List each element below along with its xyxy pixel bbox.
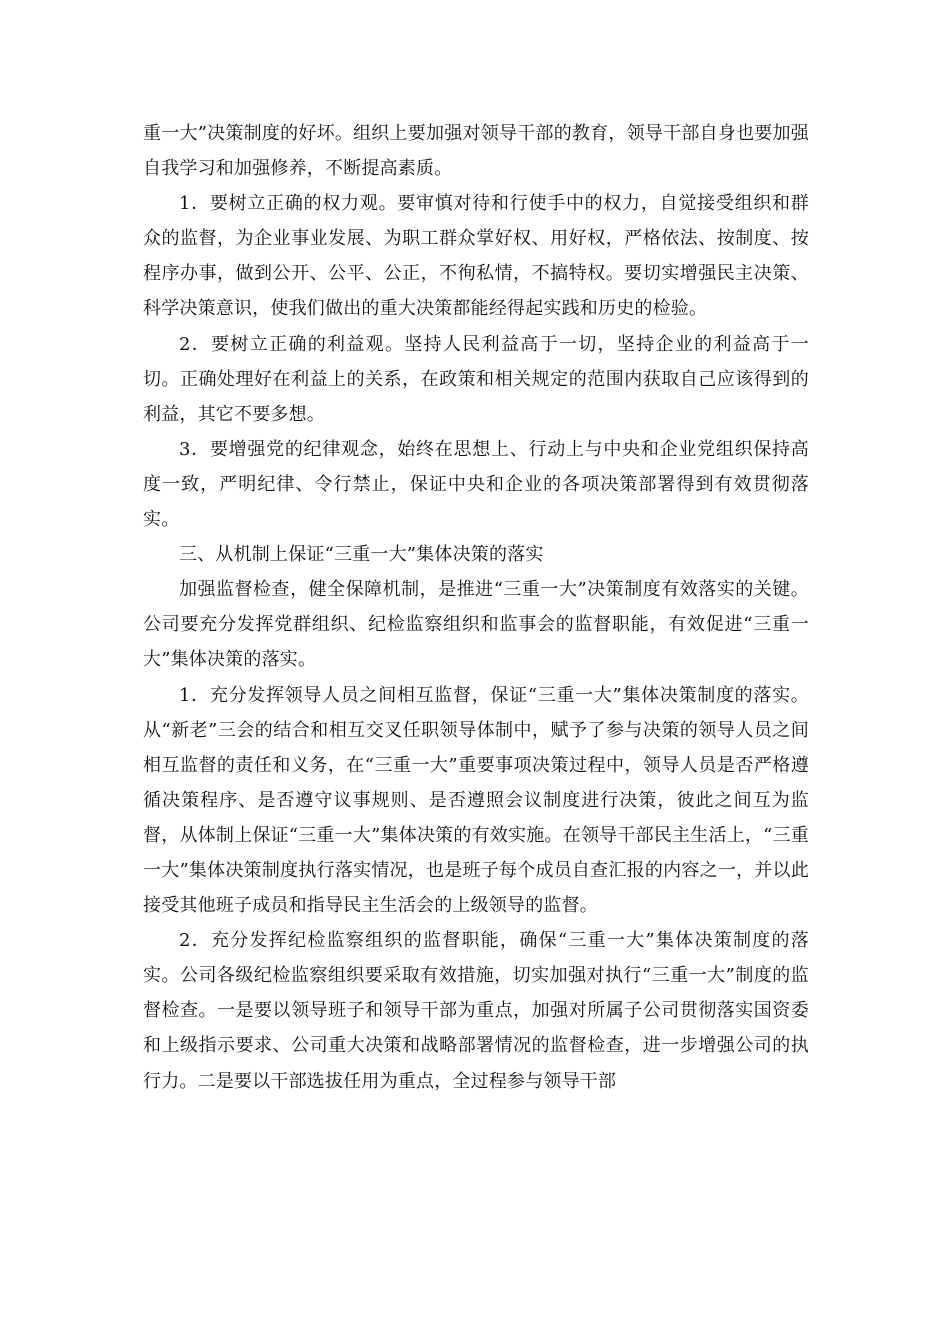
paragraph: 加强监督检查，健全保障机制，是推进“三重一大”决策制度有效落实的关键。公司要充分发挥党群组织、纪检监察组织和监事会的监督职能，有效促进“三重一大”集体决策的落实。 xyxy=(143,579,809,671)
paragraph: 2．充分发挥纪检监察组织的监督职能，确保“三重一大”集体决策制度的落实。公司各级纪检监察组织要采取有效措施，切实加强对执行“三重一大”制度的监督检查。一是要以领导班子和领导干部为重点，加强对所属子公司贯彻落实国资委和上级指示要求、公司重大决策和战略部署情况的监督检查，进一步增强公司的执行力。二是要以干部选拔任用为重点，全过程参与领导干部 xyxy=(143,930,809,1092)
paragraph: 1．充分发挥领导人员之间相互监督，保证“三重一大”集体决策制度的落实。从“新老”三会的结合和相互交叉任职领导体制中，赋予了参与决策的领导人员之间相互监督的责任和义务，在“三重一大”重要事项决策过程中，领导人员是否严格遵循决策程序、是否遵守议事规则、是否遵照会议制度进行决策，彼此之间互为监督，从体制上保证“三重一大”集体决策的有效实施。在领导干部民主生活上，“三重一大”集体决策制度执行落实情况，也是班子每个成员自查汇报的内容之一，并以此接受其他班子成员和指导民主生活会的上级领导的监督。 xyxy=(143,684,809,917)
section-heading: 三、从机制上保证“三重一大”集体决策的落实 xyxy=(179,544,544,566)
document-body xyxy=(143,116,809,1099)
paragraph: 2．要树立正确的利益观。坚持人民利益高于一切，坚持企业的利益高于一切。正确处理好在利益上的关系，在政策和相关规定的范围内获取自己应该得到的利益，其它不要多想。 xyxy=(143,333,809,425)
paragraph: 重一大”决策制度的好坏。组织上要加强对领导干部的教育，领导干部自身也要加强自我学习和加强修养，不断提高素质。 xyxy=(143,123,809,180)
paragraph: 1．要树立正确的权力观。要审慎对待和行使手中的权力，自觉接受组织和群众的监督，为企业事业发展、为职工群众掌好权、用好权，严格依法、按制度、按程序办事，做到公开、公平、公正，不徇私情，不搞特权。要切实增强民主决策、科学决策意识，使我们做出的重大决策都能经得起实践和历史的检验。 xyxy=(143,193,809,320)
paragraph: 3．要增强党的纪律观念，始终在思想上、行动上与中央和企业党组织保持高度一致，严明纪律、令行禁止，保证中央和企业的各项决策部署得到有效贯彻落实。 xyxy=(143,438,809,531)
